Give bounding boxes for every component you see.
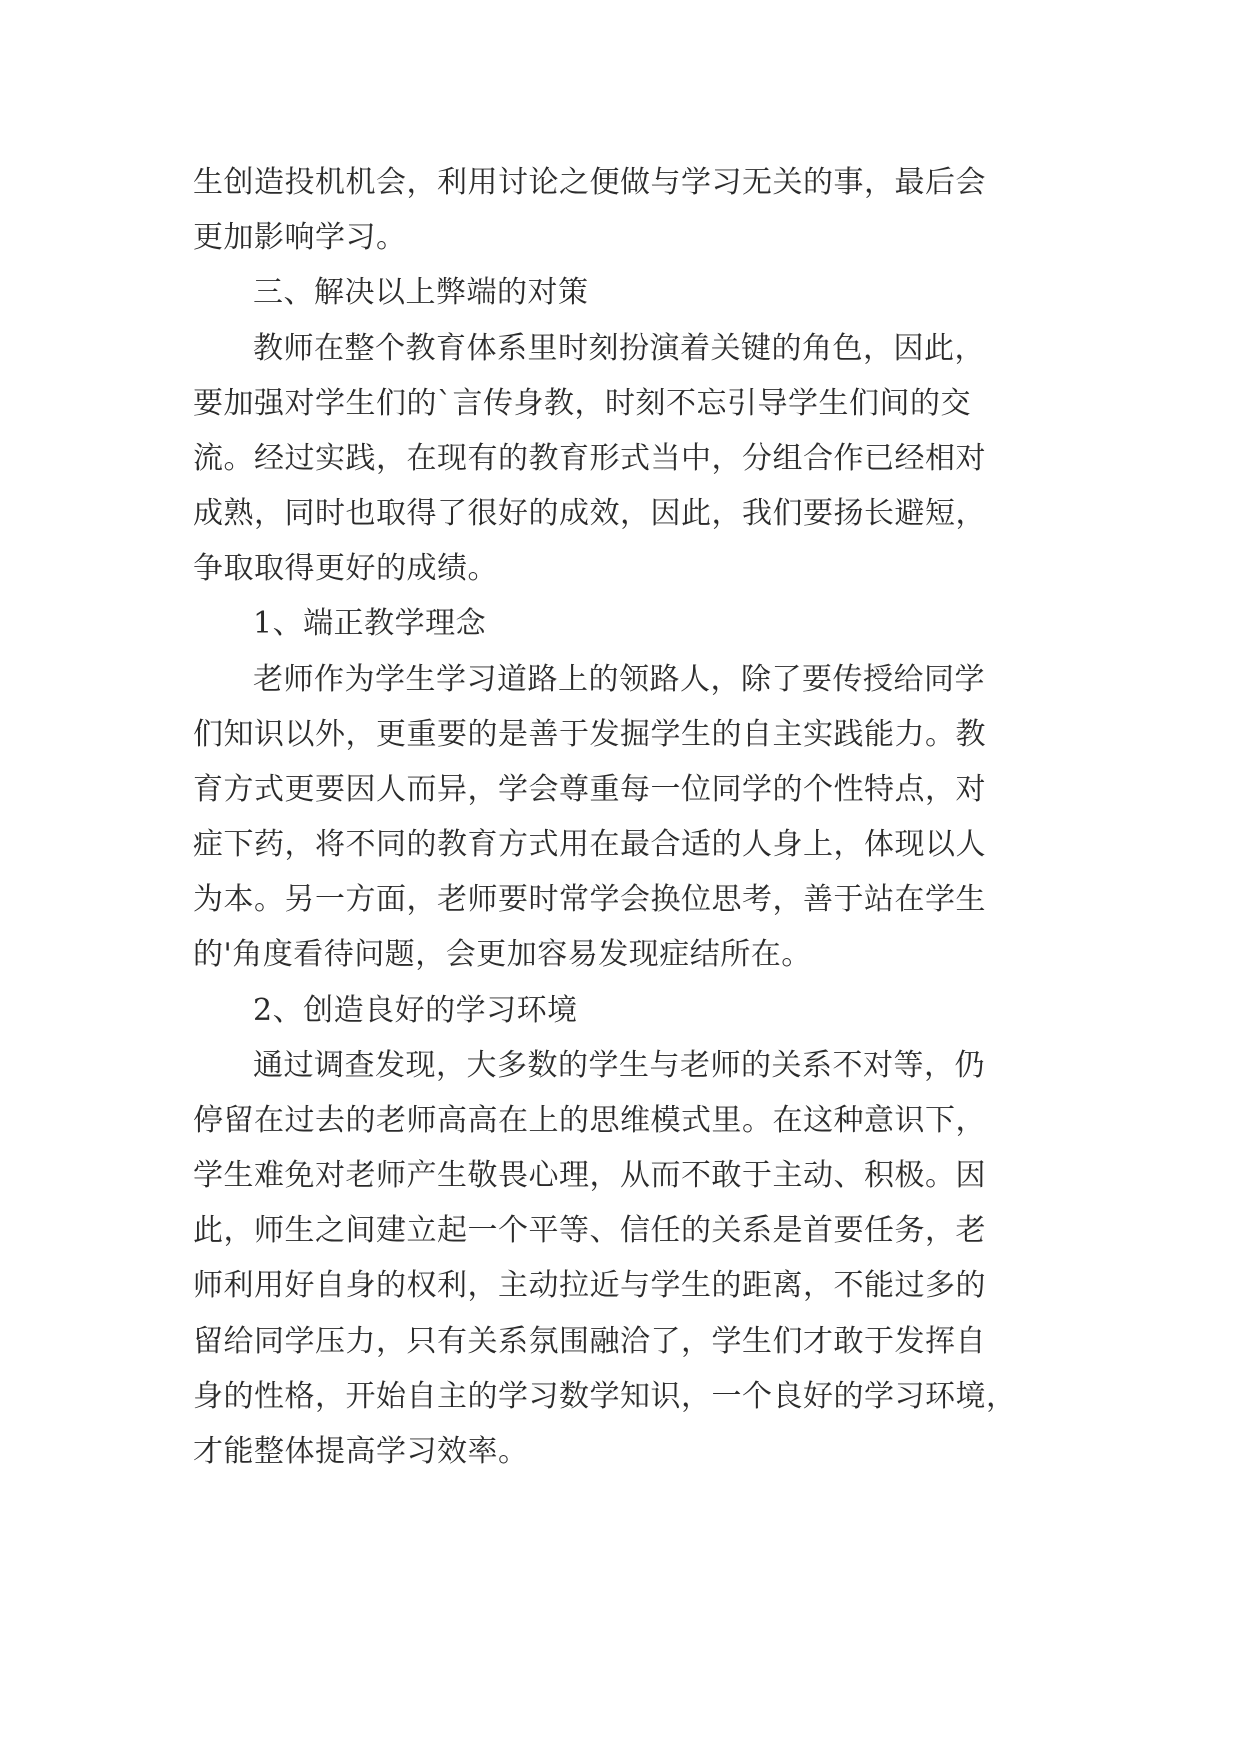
body-text-line: 生创造投机机会，利用讨论之便做与学习无关的事，最后会 [193, 165, 986, 200]
body-text-line: 为本。另一方面，老师要时常学会换位思考，善于站在学生 [193, 882, 986, 917]
body-text-line: 师利用好自身的权利，主动拉近与学生的距离，不能过多的 [193, 1268, 986, 1303]
body-text-line: 学生难免对老师产生敬畏心理，从而不敢于主动、积极。因 [193, 1158, 986, 1193]
body-text-line: 育方式更要因人而异，学会尊重每一位同学的个性特点，对 [193, 772, 986, 807]
body-text-line: 停留在过去的老师高高在上的思维模式里。在这种意识下， [193, 1103, 986, 1138]
body-text-line: 争取取得更好的成绩。 [193, 551, 498, 586]
body-text-line: 才能整体提高学习效率。 [193, 1434, 529, 1469]
section-heading: 三、解决以上弊端的对策 [253, 275, 589, 310]
body-text-line: 要加强对学生们的`言传身教，时刻不忘引导学生们间的交 [193, 386, 971, 421]
body-text-line: 症下药，将不同的教育方式用在最合适的人身上，体现以人 [193, 827, 986, 862]
body-text-line: 流。经过实践，在现有的教育形式当中，分组合作已经相对 [193, 441, 986, 476]
body-text-line: 们知识以外，更重要的是善于发掘学生的自主实践能力。教 [193, 717, 986, 752]
body-text-line: 的'角度看待问题，会更加容易发现症结所在。 [193, 937, 812, 972]
subsection-heading: 2、创造良好的学习环境 [253, 993, 578, 1028]
body-text-line: 更加影响学习。 [193, 220, 407, 255]
body-text-line: 老师作为学生学习道路上的领路人，除了要传授给同学 [253, 662, 985, 697]
body-text-line: 成熟，同时也取得了很好的成效，因此，我们要扬长避短， [193, 496, 986, 531]
body-text-line: 教师在整个教育体系里时刻扮演着关键的角色，因此， [253, 331, 985, 366]
body-text-line: 身的性格，开始自主的学习数学知识，一个良好的学习环境， [193, 1379, 1017, 1414]
subsection-heading: 1、端正教学理念 [253, 606, 487, 641]
body-text-line: 留给同学压力，只有关系氛围融洽了，学生们才敢于发挥自 [193, 1324, 986, 1359]
body-text-line: 通过调查发现，大多数的学生与老师的关系不对等，仍 [253, 1048, 985, 1083]
body-text-line: 此，师生之间建立起一个平等、信任的关系是首要任务，老 [193, 1213, 986, 1248]
